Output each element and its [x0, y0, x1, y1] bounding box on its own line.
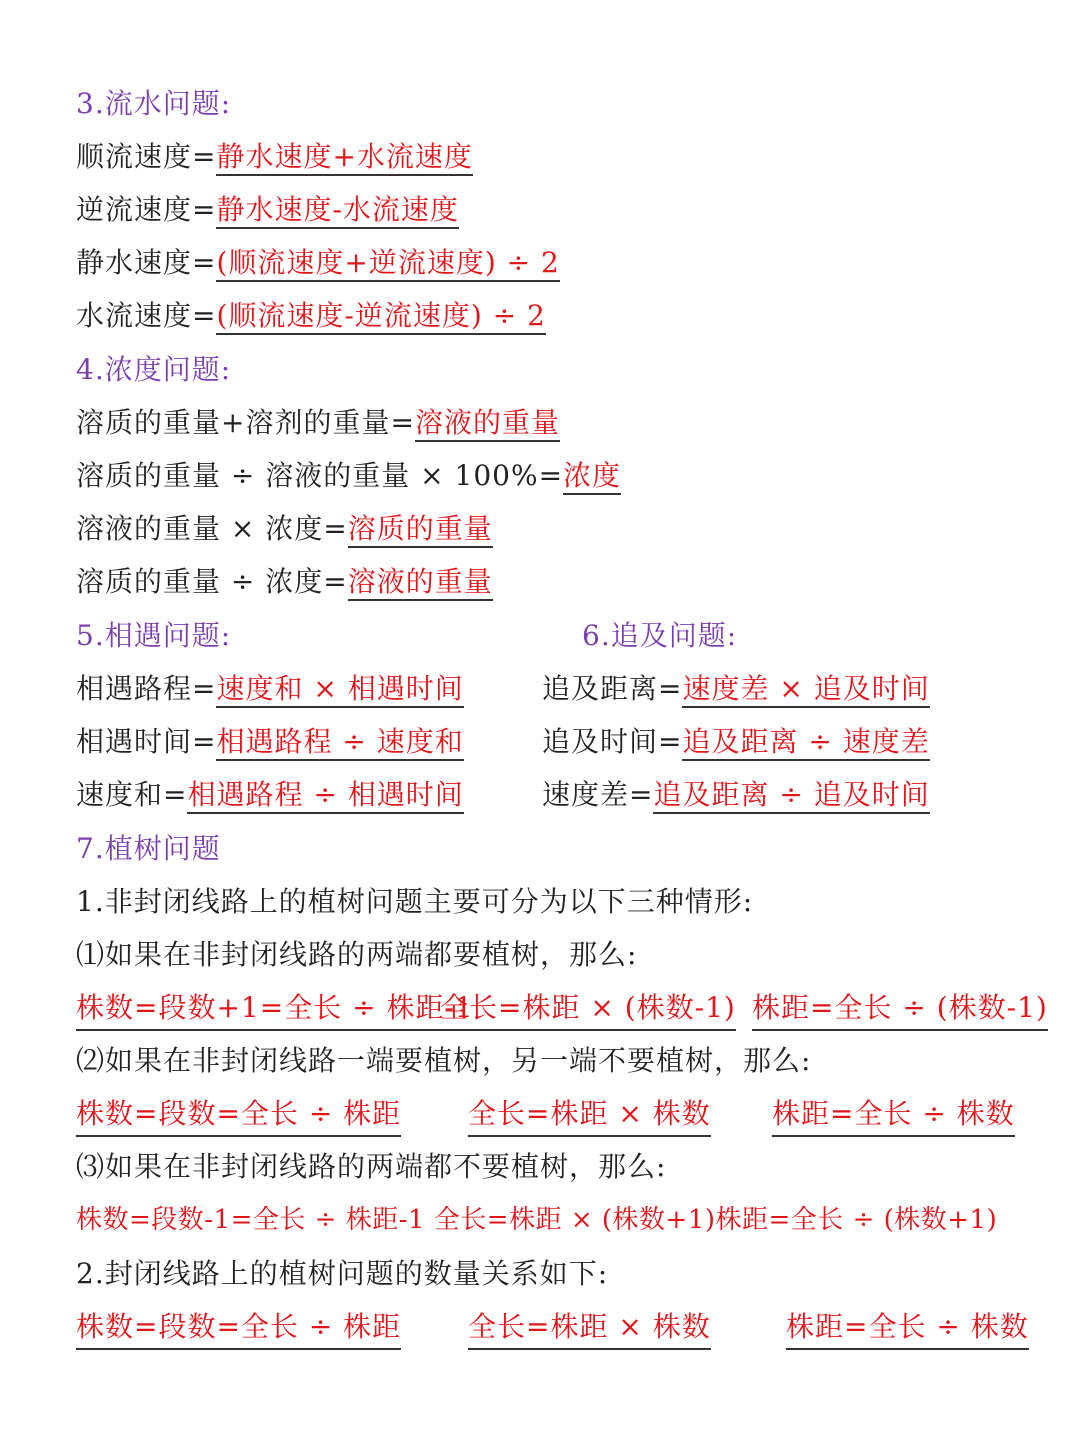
formula-row — [542, 669, 930, 709]
formula-answer: 株数=段数=全长 ÷ 株距 — [76, 1094, 401, 1137]
formula-line-red: 株数=段数-1=全长 ÷ 株距-1 全长=株距 × (株数+1)株距=全长 ÷ (株数+1) — [76, 1205, 998, 1235]
formula-row — [76, 137, 473, 177]
section-title-concentration: 4.浓度问题: — [76, 353, 232, 386]
formula-answer: 株距=全长 ÷ 株数 — [786, 1307, 1029, 1350]
section-title-meeting: 5.相遇问题: — [76, 619, 232, 652]
formula-label: 水流速度= — [76, 299, 217, 332]
formula-row — [76, 722, 464, 762]
formula-answer: 株数=段数+1=全长 ÷ 株距-1 — [76, 988, 474, 1031]
formula-row — [76, 456, 621, 496]
formula-label: 追及时间= — [542, 725, 683, 758]
section-title-tree-planting: 7.植树问题 — [76, 832, 221, 865]
formula-label: 静水速度= — [76, 246, 217, 279]
formula-row — [542, 775, 930, 815]
formula-answer: 浓度 — [563, 459, 621, 495]
paragraph-intro-closed: 2.封闭线路上的植树问题的数量关系如下: — [76, 1257, 609, 1290]
formula-answer: 株距=全长 ÷ (株数-1) — [752, 988, 1048, 1031]
formula-answer: 溶液的重量 — [348, 565, 493, 601]
formula-row — [76, 775, 464, 815]
section-title-stream: 3.流水问题: — [76, 87, 232, 120]
formula-answer: 静水速度-水流速度 — [216, 193, 458, 229]
formula-answer: 溶质的重量 — [348, 512, 493, 548]
formula-label: 相遇时间= — [76, 725, 217, 758]
formula-answer: 全长=株距 × (株数-1) — [440, 988, 736, 1031]
formula-answer: 株数=段数=全长 ÷ 株距 — [76, 1307, 401, 1350]
formula-answer: (顺流速度-逆流速度) ÷ 2 — [216, 299, 545, 335]
formula-label: 溶质的重量 ÷ 溶液的重量 × 100%= — [76, 459, 564, 492]
case-description: ⑶如果在非封闭线路的两端都不要植树，那么: — [76, 1150, 667, 1183]
formula-answer: 速度和 × 相遇时间 — [216, 672, 463, 708]
formula-label: 溶质的重量 ÷ 浓度= — [76, 565, 348, 598]
formula-label: 溶质的重量+溶剂的重量= — [76, 406, 415, 439]
formula-answer: 相遇路程 ÷ 相遇时间 — [187, 778, 463, 814]
formula-label: 速度和= — [76, 778, 188, 811]
formula-answer: 株距=全长 ÷ 株数 — [772, 1094, 1015, 1137]
formula-label: 溶液的重量 × 浓度= — [76, 512, 348, 545]
formula-row — [76, 403, 560, 443]
section-title-chasing: 6.追及问题: — [582, 619, 738, 652]
formula-row — [76, 243, 560, 283]
formula-row — [76, 296, 546, 336]
formula-answer: 全长=株距 × 株数 — [468, 1094, 711, 1137]
formula-label: 速度差= — [542, 778, 654, 811]
formula-row — [76, 509, 493, 549]
formula-answer: 追及距离 ÷ 追及时间 — [653, 778, 929, 814]
formula-row — [76, 562, 493, 602]
formula-label: 顺流速度= — [76, 140, 217, 173]
formula-row — [542, 722, 930, 762]
formula-label: 相遇路程= — [76, 672, 217, 705]
case-description: ⑵如果在非封闭线路一端要植树，另一端不要植树，那么: — [76, 1044, 812, 1077]
formula-row — [76, 190, 459, 230]
formula-answer: 溶液的重量 — [415, 406, 560, 442]
formula-answer: 静水速度+水流速度 — [216, 140, 472, 176]
formula-label: 逆流速度= — [76, 193, 217, 226]
paragraph-intro-open: 1.非封闭线路上的植树问题主要可分为以下三种情形: — [76, 885, 754, 918]
formula-label: 追及距离= — [542, 672, 683, 705]
formula-answer: 追及距离 ÷ 速度差 — [682, 725, 929, 761]
case-description: ⑴如果在非封闭线路的两端都要植树，那么: — [76, 938, 638, 971]
formula-answer: 相遇路程 ÷ 速度和 — [216, 725, 463, 761]
formula-row — [76, 669, 464, 709]
formula-answer: 速度差 × 追及时间 — [682, 672, 929, 708]
formula-answer: 全长=株距 × 株数 — [468, 1307, 711, 1350]
formula-answer: (顺流速度+逆流速度) ÷ 2 — [216, 246, 559, 282]
